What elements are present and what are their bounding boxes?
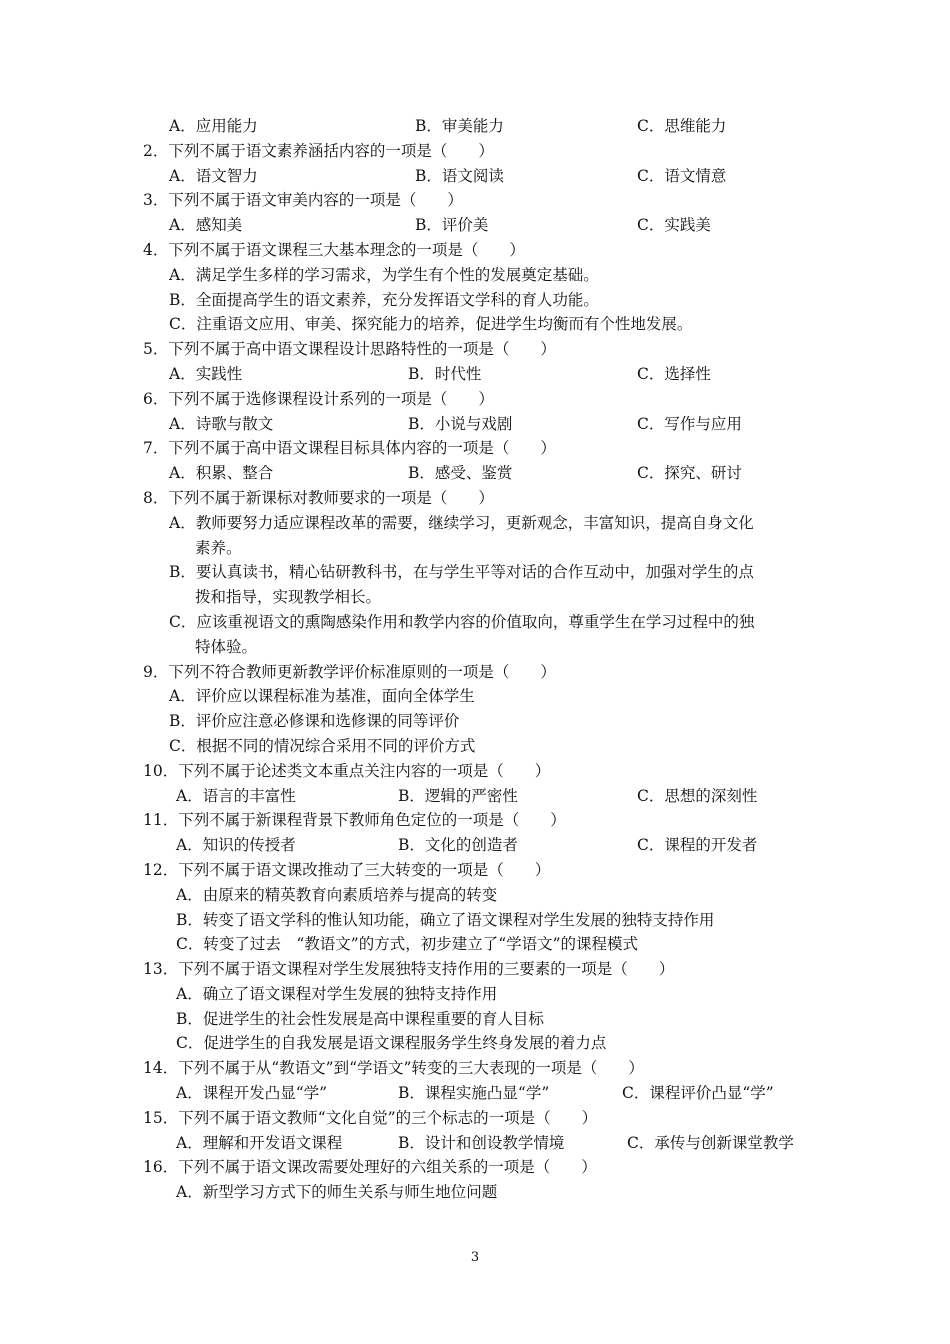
answer-option-a: A．课程开发凸显“学” (176, 1084, 328, 1103)
answer-option: A．评价应以课程标准为基准，面向全体学生 (169, 687, 475, 706)
answer-option-c: C．承传与创新课堂教学 (627, 1133, 794, 1152)
answer-option: A．确立了语文课程对学生发展的独特支持作用 (176, 984, 498, 1003)
question-stem: 14．下列不属于从“教语文”到“学语文”转变的三大表现的一项是（ ） (143, 1059, 644, 1078)
answer-option: C．注重语文应用、审美、探究能力的培养，促进学生均衡而有个性地发展。 (169, 315, 693, 334)
question-stem: 7．下列不属于高中语文课程目标具体内容的一项是（ ） (143, 439, 556, 458)
question-stem: 6．下列不属于选修课程设计系列的一项是（ ） (143, 389, 494, 408)
answer-option-c: C．思维能力 (637, 117, 727, 135)
answer-options-row (0, 114, 950, 139)
answer-options-row (0, 1081, 950, 1106)
page-number: 3 (470, 1250, 480, 1265)
answer-option-a: A．知识的传授者 (176, 836, 296, 855)
question-stem: 8．下列不属于新课标对教师要求的一项是（ ） (143, 488, 494, 507)
answer-option-a: A．积累、整合 (169, 464, 274, 483)
answer-options-row (0, 784, 950, 809)
question-list (0, 114, 950, 1205)
question-stem: 9．下列不符合教师更新教学评价标准原则的一项是（ ） (143, 662, 556, 681)
question-stem: 2．下列不属于语文素养涵括内容的一项是（ ） (143, 141, 494, 160)
answer-option: A．教师要努力适应课程改革的需要，继续学习，更新观念，丰富知识，提高自身文化 (169, 513, 754, 532)
answer-option: B．促进学生的社会性发展是高中课程重要的育人目标 (176, 1009, 544, 1028)
answer-option-b: B．文化的创造者 (398, 836, 518, 855)
answer-option-b: B．逻辑的严密性 (398, 786, 518, 805)
question-stem: 15．下列不属于语文教师“文化自觉”的三个标志的一项是（ ） (143, 1108, 598, 1127)
question-stem: 11．下列不属于新课程背景下教师角色定位的一项是（ ） (143, 811, 566, 830)
answer-option-b: B．审美能力 (415, 117, 504, 135)
answer-options-row (0, 164, 950, 189)
answer-option-b: B．小说与戏剧 (408, 414, 513, 433)
answer-option-a: A．理解和开发语文课程 (176, 1133, 343, 1152)
answer-option-c: C．探究、研讨 (637, 464, 742, 483)
answer-option-c: C．实践美 (637, 216, 711, 235)
answer-option-c: C．课程评价凸显“学” (622, 1084, 774, 1103)
answer-options-row (0, 362, 950, 387)
answer-option-a: A．实践性 (169, 364, 243, 383)
answer-option-continuation: 素养。 (195, 538, 242, 557)
answer-option-b: B．感受、鉴赏 (408, 464, 513, 483)
answer-option: B．要认真读书，精心钻研教科书，在与学生平等对话的合作互动中，加强对学生的点 (169, 563, 754, 582)
answer-option-c: C．语文情意 (637, 166, 727, 185)
question-stem: 10．下列不属于论述类文本重点关注内容的一项是（ ） (143, 761, 551, 780)
answer-options-row (0, 213, 950, 238)
question-stem: 13．下列不属于语文课程对学生发展独特支持作用的三要素的一项是（ ） (143, 960, 675, 979)
answer-option-b: B．课程实施凸显“学” (398, 1084, 550, 1103)
answer-option-a: A．诗歌与散文 (169, 414, 274, 433)
answer-option-c: C．选择性 (637, 364, 711, 383)
answer-option-a: A．应用能力 (169, 117, 258, 135)
answer-option-a: A．语文智力 (169, 166, 258, 185)
answer-option-c: C．写作与应用 (637, 414, 742, 433)
answer-option: C．促进学生的自我发展是语文课程服务学生终身发展的着力点 (176, 1034, 607, 1053)
answer-options-row (0, 461, 950, 486)
answer-option: C．根据不同的情况综合采用不同的评价方式 (169, 736, 476, 755)
answer-option: A．新型学习方式下的师生关系与师生地位问题 (176, 1183, 498, 1202)
answer-option: C．应该重视语文的熏陶感染作用和教学内容的价值取向，尊重学生在学习过程中的独 (169, 612, 755, 631)
answer-options-row (0, 412, 950, 437)
answer-option-b: B．语文阅读 (415, 166, 504, 185)
answer-option-c: C．课程的开发者 (637, 836, 758, 855)
answer-option: A．满足学生多样的学习需求，为学生有个性的发展奠定基础。 (169, 265, 599, 284)
answer-option-a: A．语言的丰富性 (176, 786, 296, 805)
answer-option-b: B．设计和创设教学情境 (398, 1133, 565, 1152)
answer-option-continuation: 拨和指导，实现教学相长。 (195, 588, 382, 607)
question-stem: 4．下列不属于语文课程三大基本理念的一项是（ ） (143, 240, 525, 259)
question-stem: 16．下列不属于语文课改需要处理好的六组关系的一项是（ ） (143, 1158, 597, 1177)
answer-option: C．转变了过去 “教语文”的方式，初步建立了“学语文”的课程模式 (176, 935, 639, 954)
answer-options-row (0, 1131, 950, 1156)
answer-option-a: A．感知美 (169, 216, 243, 235)
answer-option-continuation: 特体验。 (195, 637, 258, 656)
answer-option: A．由原来的精英教育向素质培养与提高的转变 (176, 885, 498, 904)
answer-option: B．评价应注意必修课和选修课的同等评价 (169, 712, 460, 731)
answer-options-row (0, 833, 950, 858)
answer-option-b: B．时代性 (408, 364, 482, 383)
answer-option: B．全面提高学生的语文素养，充分发挥语文学科的育人功能。 (169, 290, 599, 309)
answer-option: B．转变了语文学科的惟认知功能，确立了语文课程对学生发展的独特支持作用 (176, 910, 715, 929)
question-stem: 5．下列不属于高中语文课程设计思路特性的一项是（ ） (143, 340, 556, 359)
question-stem: 12．下列不属于语文课改推动了三大转变的一项是（ ） (143, 860, 551, 879)
question-stem: 3．下列不属于语文审美内容的一项是（ ） (143, 191, 463, 210)
answer-option-b: B．评价美 (415, 216, 489, 235)
answer-option-c: C．思想的深刻性 (637, 786, 758, 805)
